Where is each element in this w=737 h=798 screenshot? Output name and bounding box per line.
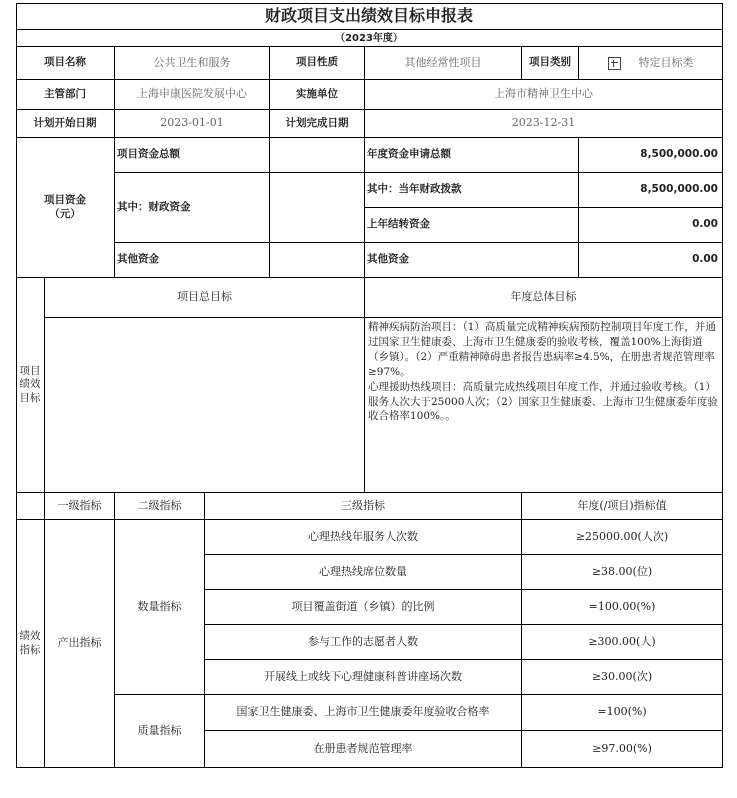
year-label: （2023年度）	[16, 30, 723, 47]
start-date-value: 2023-01-01	[115, 110, 270, 138]
end-date-value: 2023-12-31	[365, 110, 723, 138]
indicators-section-label: 绩效 指标	[16, 520, 45, 768]
funds-annual-value: 8,500,000.00	[579, 138, 723, 173]
indicator-value: ≥25000.00(人次)	[522, 520, 723, 555]
indicator-name: 心理热线年服务人次数	[205, 520, 522, 555]
overall-goal-header: 项目总目标	[45, 278, 365, 318]
funds-current-value: 8,500,000.00	[579, 173, 723, 208]
project-name-label: 项目名称	[16, 47, 115, 80]
project-name-value: 公共卫生和服务	[115, 47, 270, 80]
level1-header: 一级指标	[45, 493, 115, 520]
funds-other-right-label: 其他资金	[365, 243, 579, 278]
funds-total-label: 项目资金总额	[115, 138, 270, 173]
indicator-name: 开展线上或线下心理健康科普讲座场次数	[205, 660, 522, 695]
value-header: 年度(/项目)指标值	[522, 493, 723, 520]
indicator-value: =100.00(%)	[522, 590, 723, 625]
project-category-cell[interactable]	[579, 47, 723, 80]
quality-indicator-label: 质量指标	[115, 695, 205, 768]
indicator-value: ≥300.00(人)	[522, 625, 723, 660]
indicator-value: ≥38.00(位)	[522, 555, 723, 590]
project-nature-label: 项目性质	[270, 47, 365, 80]
quantity-indicator-label: 数量指标	[115, 520, 205, 695]
funds-other-left-label: 其他资金	[115, 243, 270, 278]
indicator-value: ≥30.00(次)	[522, 660, 723, 695]
level3-header: 三级指标	[205, 493, 522, 520]
funds-fiscal-value	[270, 173, 365, 243]
funds-other-left-value	[270, 243, 365, 278]
page-title: 财政项目支出绩效目标申报表	[16, 3, 723, 30]
project-nature-value: 其他经常性项目	[365, 47, 522, 80]
dropdown-icon[interactable]	[608, 57, 621, 70]
indicator-name: 心理热线席位数量	[205, 555, 522, 590]
unit-label: 实施单位	[270, 80, 365, 110]
funds-section-label: 项目资金 （元）	[16, 138, 115, 278]
indicator-name: 参与工作的志愿者人数	[205, 625, 522, 660]
unit-value: 上海市精神卫生中心	[365, 80, 723, 110]
funds-current-label: 其中：当年财政拨款	[365, 173, 579, 208]
indicator-name: 项目覆盖街道（乡镇）的比例	[205, 590, 522, 625]
annual-goal-header: 年度总体目标	[365, 278, 723, 318]
funds-total-value	[270, 138, 365, 173]
overall-goal-text	[45, 318, 365, 493]
funds-fiscal-label: 其中：财政资金	[115, 173, 270, 243]
annual-goal-text: 精神疾病防治项目：（1）高质量完成精神疾病预防控制项目年度工作，并通过国家卫生健康委、上海市卫生健康委的验收考核，覆盖100%上海街道（乡镇）。（2）严重精神障碍患者报告患病率≥4.5%，在册患者规范管理率≥97%。 心理援助热线项目：高质量完成热线项目年度工作，并通过验收考核。（1）服务人次大于25000人次；（2）国家卫生健康委、上海市卫生健康委年度验收合格率100%。。	[365, 318, 723, 493]
indicator-value: ≥97.00(%)	[522, 731, 723, 768]
level2-header: 二级指标	[115, 493, 205, 520]
output-indicator-label: 产出指标	[45, 520, 115, 768]
indicator-name: 国家卫生健康委、上海市卫生健康委年度验收合格率	[205, 695, 522, 731]
project-category-value: 特定目标类	[638, 55, 694, 69]
funds-carry-value: 0.00	[579, 208, 723, 243]
funds-annual-label: 年度资金申请总额	[365, 138, 579, 173]
funds-carry-label: 上年结转资金	[365, 208, 579, 243]
indicator-value: =100(%)	[522, 695, 723, 731]
indicator-name: 在册患者规范管理率	[205, 731, 522, 768]
goals-section-label: 项目 绩效 目标	[16, 278, 45, 493]
dept-value: 上海申康医院发展中心	[115, 80, 270, 110]
project-category-label: 项目类别	[522, 47, 579, 80]
end-date-label: 计划完成日期	[270, 110, 365, 138]
funds-other-right-value: 0.00	[579, 243, 723, 278]
start-date-label: 计划开始日期	[16, 110, 115, 138]
indicator-header-blank	[16, 493, 45, 520]
dept-label: 主管部门	[16, 80, 115, 110]
